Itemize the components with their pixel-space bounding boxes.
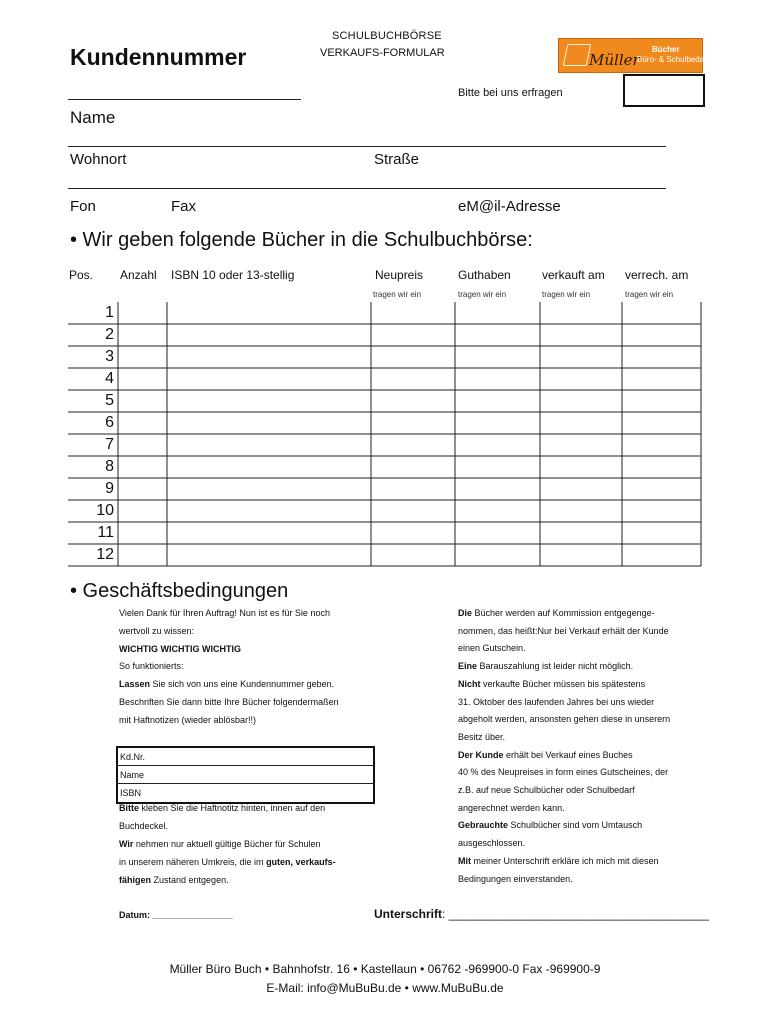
box-divider-1 [116,765,373,766]
terms-line: Bitte kleben Sie die Haftnotitz hinten, innen auf den [119,803,326,813]
col-pos: Pos. [69,268,94,282]
neupreis-note: tragen wir ein [373,290,422,299]
form-title-line2: VERKAUFS-FORMULAR [320,47,445,59]
box-isbn: ISBN [120,788,142,798]
terms-line: So funktionierts: [119,661,184,672]
terms-line: Beschriften Sie dann bitte Ihre Bücher folgendermaßen [119,697,339,707]
row-number: 6 [105,414,114,431]
terms-line: abgeholt werden, ansonsten gehen diese in unserern [458,714,671,725]
row-number: 8 [105,458,114,475]
guthaben-note: tragen wir ein [458,290,507,299]
terms-line: Mit meiner Unterschrift erkläre ich mich mit diesen [458,855,659,866]
logo-sub2: Büro- & Schulbedarf [637,55,710,64]
terms-line: Nicht verkaufte Bücher müssen bis spätestens [458,678,646,689]
row-number: 4 [105,370,114,387]
signature-field[interactable] [374,907,709,921]
terms-line: fähigen Zustand entgegen. [119,875,229,885]
logo-sub1: Bücher [652,45,680,54]
label-example-box [116,746,375,804]
terms-line: 40 % des Neupreises in form eines Gutscheines, der [458,767,669,778]
terms-line: 31. Oktober des laufenden Jahres bei uns wieder [458,696,655,707]
row-number: 12 [96,546,114,563]
logo-script: Müller [589,51,640,69]
signature-line: : _______________________________________ [442,907,709,921]
footer-contact: E-Mail: info@MuBuBu.de • www.MuBuBu.de [266,981,504,995]
terms-line: Der Kunde erhält bei Verkauf eines Buches [458,749,633,760]
col-anzahl: Anzahl [120,268,157,282]
terms-line: in unserem näheren Umkreis, die im guten, verkaufs- [119,857,336,867]
row-number: 11 [97,524,114,541]
terms-line: nommen, das heißt:Nur bei Verkauf erhält der Kunde [458,625,669,636]
box-kdnr: Kd.Nr. [120,752,146,762]
row-number: 1 [105,304,114,321]
col-guthaben: Guthaben [458,268,511,282]
terms-heading: • Geschäftsbedingungen [70,580,289,602]
row-number: 9 [105,480,114,497]
row-number: 2 [105,326,114,343]
customer-number-title: Kundennummer [70,44,247,70]
col-neupreis: Neupreis [375,268,424,282]
terms-line: Die Bücher werden auf Kommission entgegenge- [458,608,655,618]
fax-label: Fax [171,198,197,215]
col-isbn: ISBN 10 oder 13-stellig [171,268,295,282]
row-number: 7 [105,436,114,453]
date-field[interactable]: Datum: ________________ [119,910,233,920]
terms-line: Lassen Sie sich von uns eine Kundennummer geben. [119,679,335,690]
terms-line: ausgeschlossen. [458,838,526,849]
wohnort-label: Wohnort [70,151,127,168]
terms-line: WICHTIG WICHTIG WICHTIG [119,643,241,654]
terms-line: Vielen Dank für Ihren Auftrag! Nun ist es für Sie noch [119,608,330,618]
footer-address: Müller Büro Buch • Bahnhofstr. 16 • Kastellaun • 06762 -969900-0 Fax -969900-9 [169,962,601,976]
ask-us-note: Bitte bei uns erfragen [458,87,563,99]
terms-line: einen Gutschein. [458,643,526,654]
terms-line: Wir nehmen nur aktuell gültige Bücher für Schulen [119,839,321,849]
terms-line: Eine Barauszahlung ist leider nicht möglich. [458,661,634,672]
terms-line: mit Haftnotizen (wieder ablösbar!!) [119,714,257,725]
col-verrech: verrech. am [625,268,689,282]
verrech-note: tragen wir ein [625,290,674,299]
row-number: 3 [105,348,114,365]
books-heading: • Wir geben folgende Bücher in die Schulbuchbörse: [70,229,533,251]
terms-line: Buchdeckel. [119,821,169,831]
box-divider-2 [116,783,373,784]
col-verkauft: verkauft am [542,268,605,282]
form-title-line1: SCHULBUCHBÖRSE [332,30,442,42]
terms-line: Gebrauchte Schulbücher sind vom Umtausch [458,820,643,831]
row-number: 5 [105,392,114,409]
terms-line: wertvoll zu wissen: [119,625,195,636]
terms-line: z.B. auf neue Schulbücher oder Schulbedarf [458,785,635,795]
email-label: eM@il-Adresse [458,198,561,215]
terms-line: angerechnet werden kann. [458,802,565,813]
fon-label: Fon [70,198,96,215]
strasse-label: Straße [374,151,420,168]
terms-line: Bedingungen einverstanden. [458,873,573,884]
terms-line: Besitz über. [458,731,506,742]
box-name: Name [120,770,145,780]
signature-label: Unterschrift [374,907,443,921]
verkauft-note: tragen wir ein [542,290,591,299]
row-number: 10 [96,502,114,519]
name-label: Name [70,108,116,127]
